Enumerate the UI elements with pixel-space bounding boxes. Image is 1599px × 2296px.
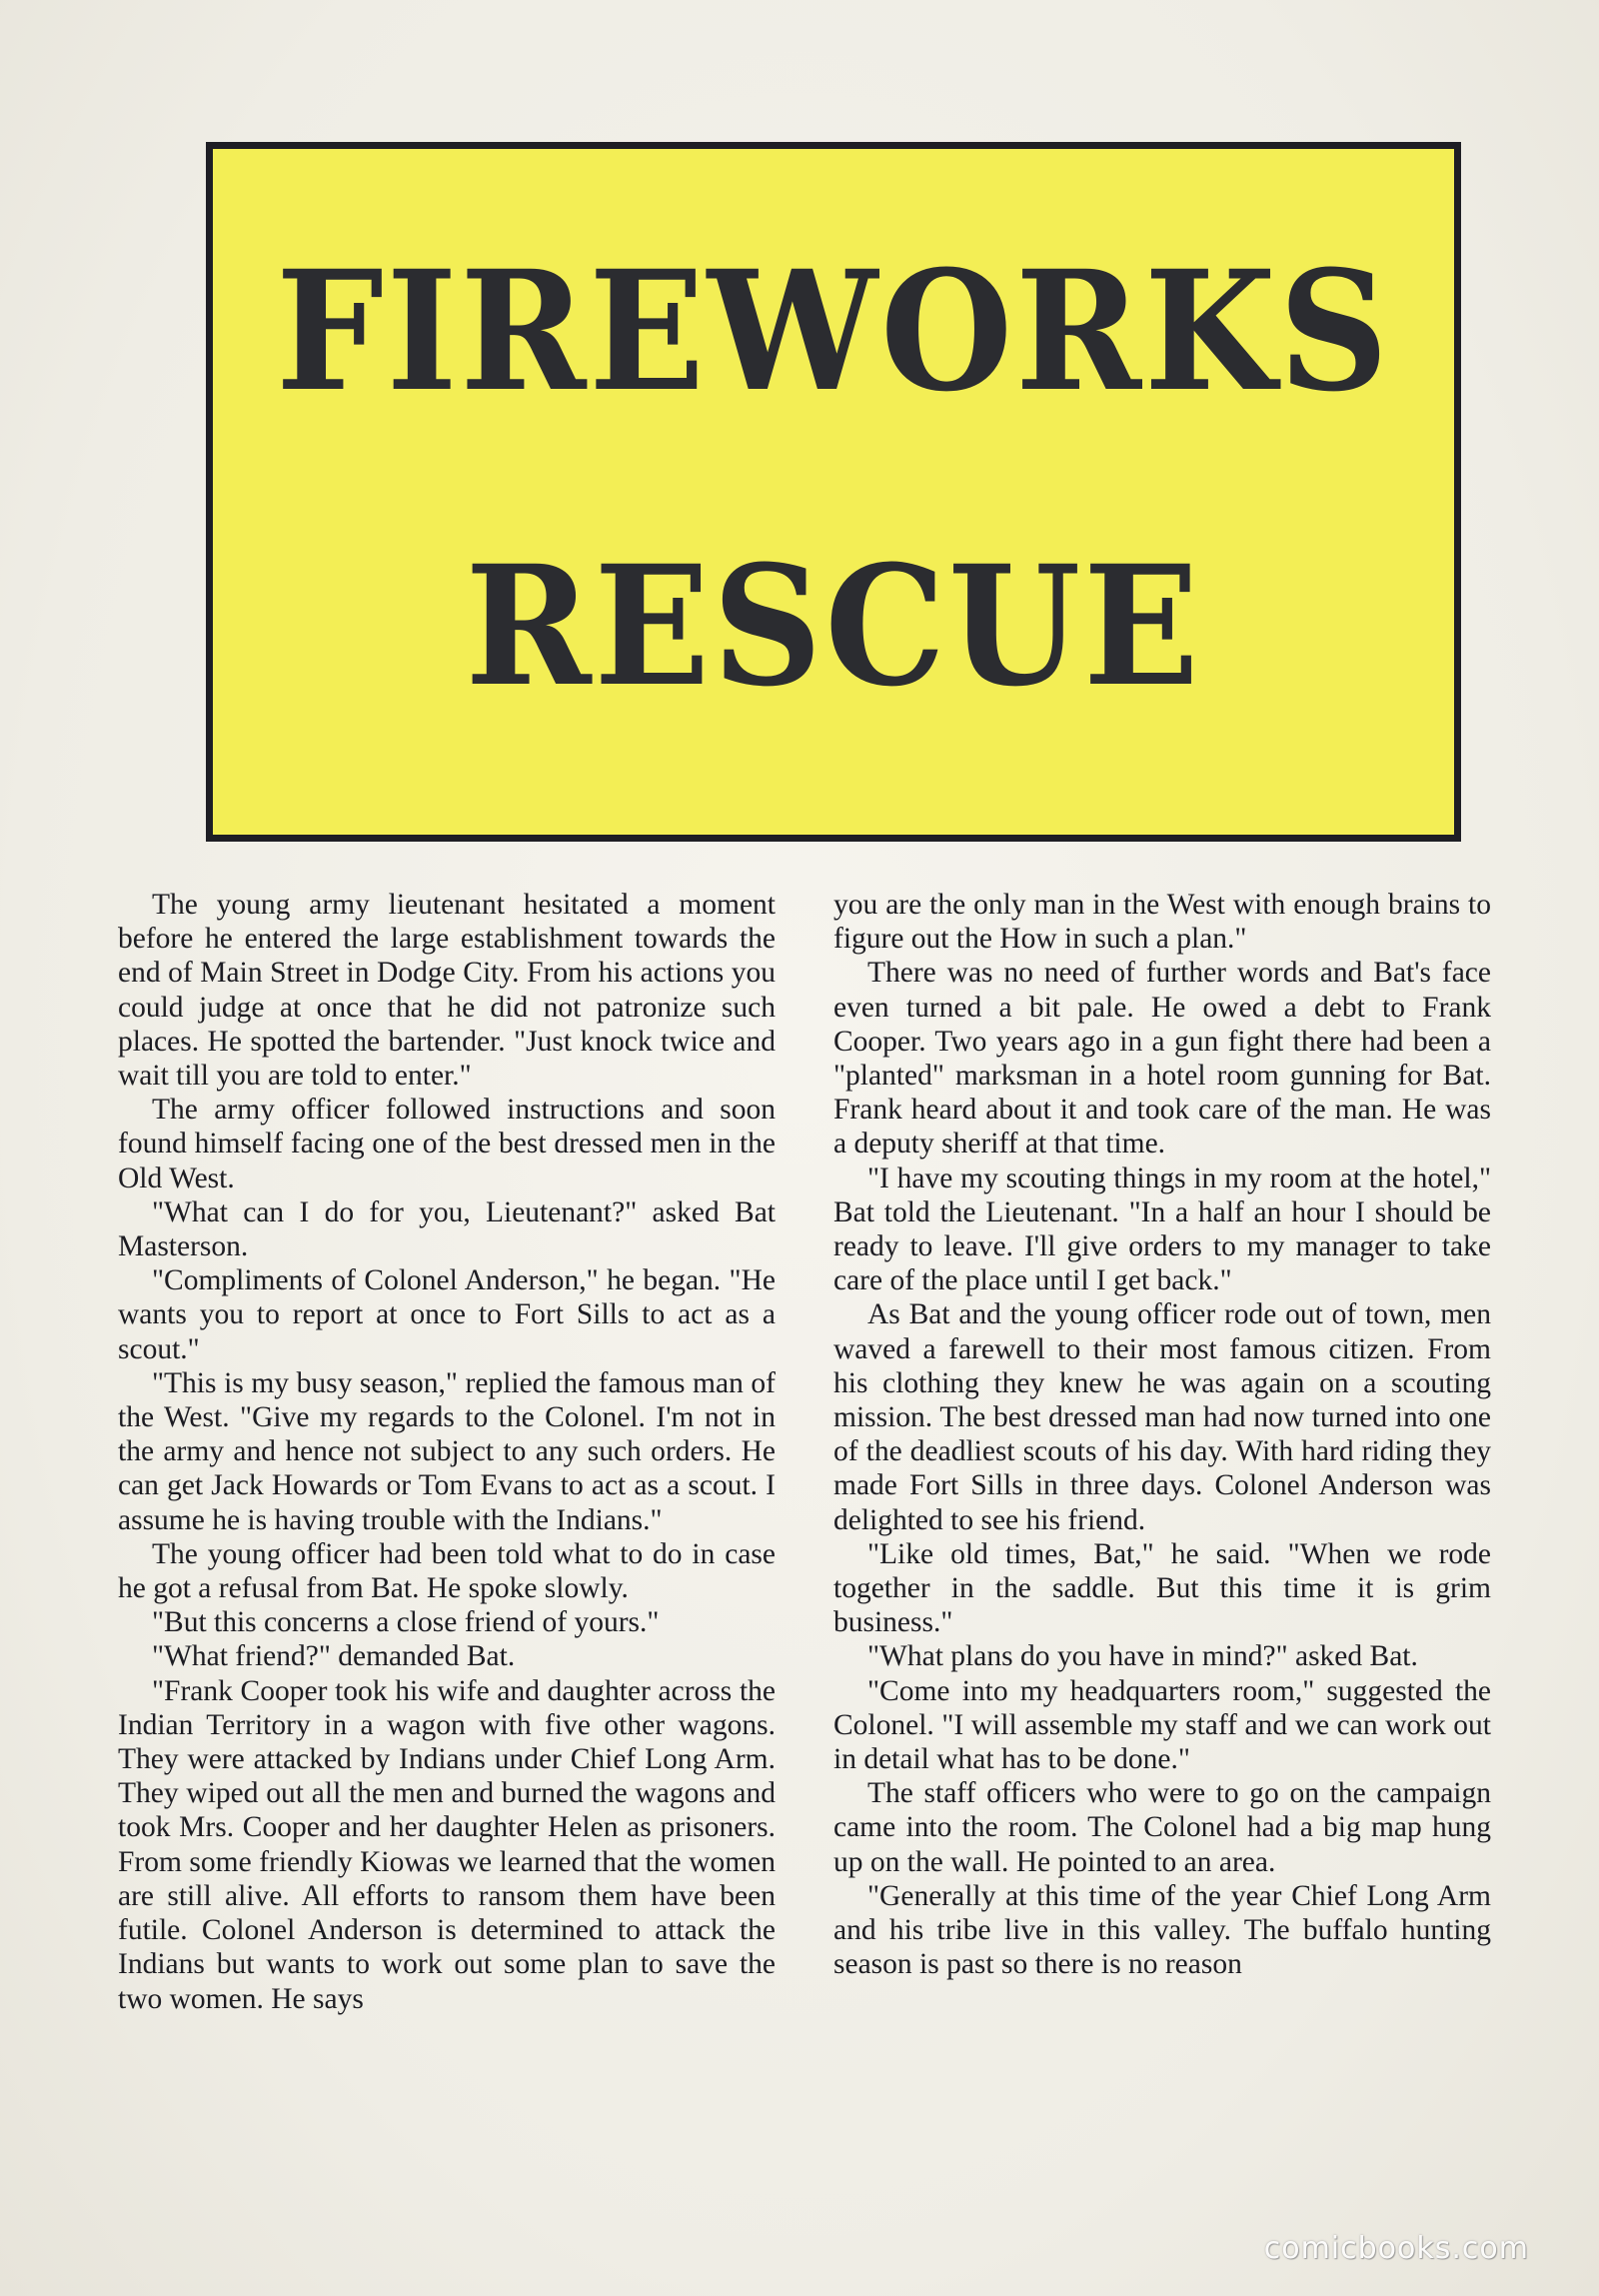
title-line-1: FIREWORKS <box>276 234 1391 428</box>
title-panel <box>206 142 1461 842</box>
story-paragraph: "Compliments of Colonel Anderson," he began. "He wants you to report at once to Fort Sills to act as a scout." <box>118 1264 776 1365</box>
story-paragraph: The young officer had been told what to do in case he got a refusal from Bat. He spoke slowly. <box>118 1537 776 1605</box>
story-paragraph: The army officer followed instructions and soon found himself facing one of the best dressed men in the Old West. <box>118 1094 776 1194</box>
story-paragraph: The staff officers who were to go on the campaign came into the room. The Colonel had a big map hung up on the wall. He pointed to an area. <box>833 1777 1491 1878</box>
story-paragraph: "I have my scouting things in my room at the hotel," Bat told the Lieutenant. "In a half an hour I should be ready to leave. I'll give orders to my manager to take care of the place until I get back." <box>833 1161 1491 1297</box>
story-paragraph: "What can I do for you, Lieutenant?" asked Bat Masterson. <box>118 1195 776 1263</box>
story-paragraph: "But this concerns a close friend of yours." <box>152 1606 660 1639</box>
story-paragraph: "Come into my headquarters room," suggested the Colonel. "I will assemble my staff and we can work out in detail what has to be done." <box>833 1674 1491 1776</box>
story-paragraph: There was no need of further words and Bat's face even turned a bit pale. He owed a debt to Frank Cooper. Two years ago in a gun fight there had been a "planted" marksman in a hotel room gunning for Bat. Frank heard about it and took care of the man. He was a deputy sheriff at that time. <box>833 957 1491 1160</box>
story-column-left <box>118 888 776 2016</box>
story-paragraph: The young army lieutenant hesitated a moment before he entered the large establishment towards the end of Main Street in Dodge City. From his actions you could judge at once that he did not patronize such places. He spotted the bartender. "Just knock twice and wait till you are told to enter." <box>118 889 776 1093</box>
story-column-right <box>833 888 1491 1982</box>
story-paragraph: "Generally at this time of the year Chief Long Arm and his tribe live in this valley. The buffalo hunting season is past so there is no reason <box>833 1879 1491 1981</box>
story-paragraph: "Like old times, Bat," he said. "When we rode together in the saddle. But this time it is grim business." <box>833 1537 1491 1639</box>
site-watermark: comicbooks.com <box>1263 2231 1529 2266</box>
story-paragraph: "This is my busy season," replied the famous man of the West. "Give my regards to the Colonel. I'm not in the army and hence not subject to any such orders. He can get Jack Howards or Tom Evans to act as a scout. I assume he is having trouble with the Indians." <box>118 1366 776 1536</box>
title-line-2: RESCUE <box>465 529 1202 723</box>
story-paragraph: "What plans do you have in mind?" asked Bat. <box>867 1640 1418 1673</box>
story-paragraph: "What friend?" demanded Bat. <box>152 1640 516 1673</box>
story-paragraph: As Bat and the young officer rode out of town, men waved a farewell to their most famous citizen. From his clothing they knew he was again on a scouting mission. The best dressed man had now turned into one of the deadliest scouts of his day. With hard riding they made Fort Sills in three days. Colonel Anderson was delighted to see his friend. <box>833 1298 1491 1536</box>
story-paragraph-continued: you are the only man in the West with enough brains to figure out the How in such a plan." <box>833 889 1491 956</box>
story-paragraph: "Frank Cooper took his wife and daughter across the Indian Territory in a wagon with five other wagons. They were attacked by Indians under Chief Long Arm. They wiped out all the men and burned the wagons and took Mrs. Cooper and her daughter Helen as prisoners. From some friendly Kiowas we learned that the women are still alive. All efforts to ransom them have been futile. Colonel Anderson is determined to attack the Indians but wants to work out some plan to save the two women. He says <box>118 1674 776 2015</box>
